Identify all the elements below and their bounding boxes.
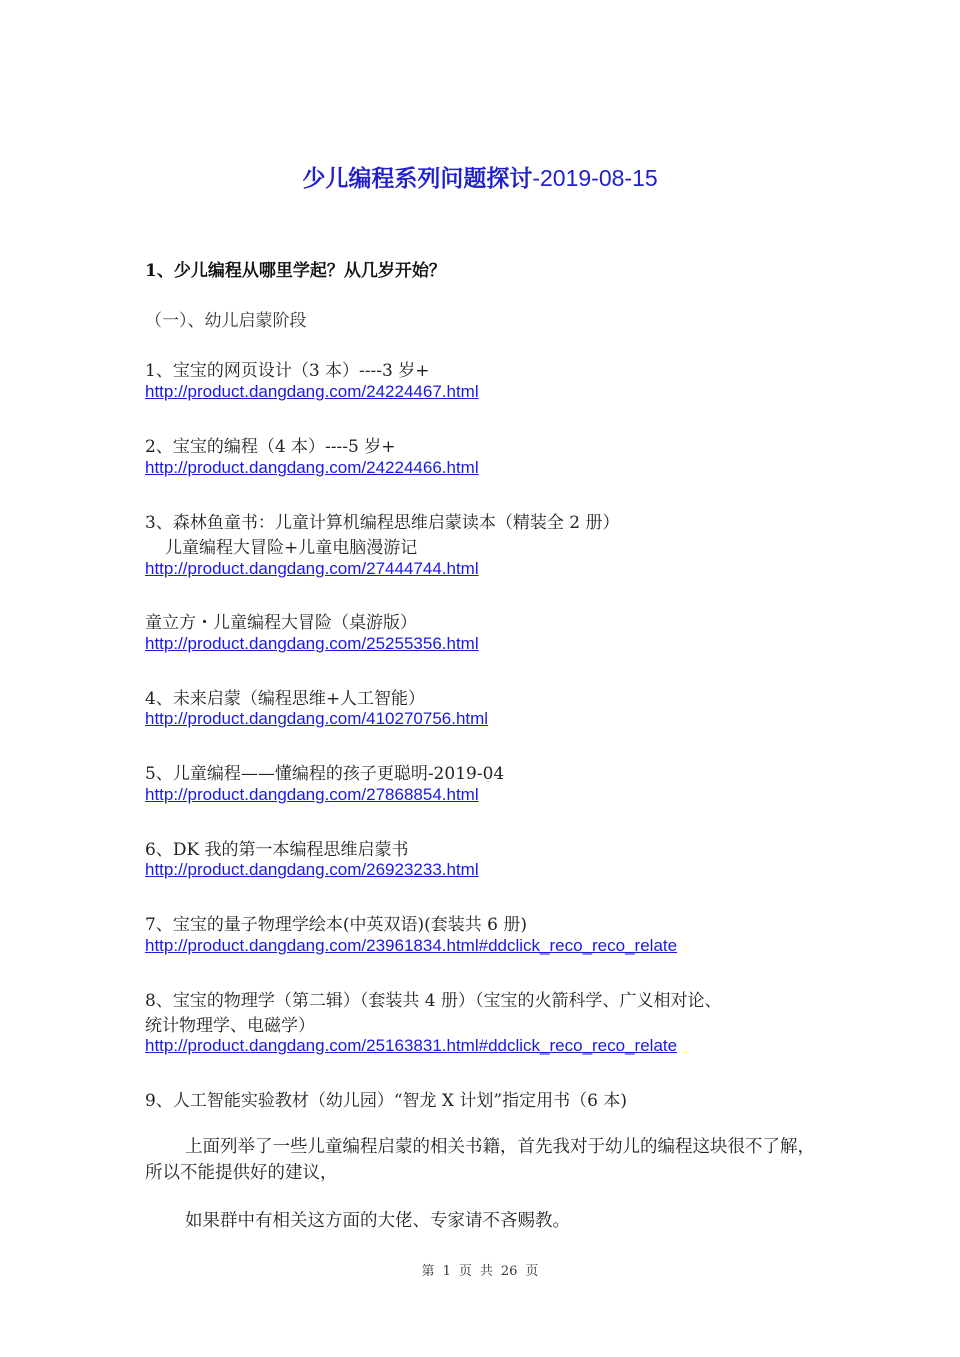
- page-footer: [0, 1260, 960, 1279]
- document-title: [0, 160, 960, 193]
- paragraph-2: 如果群中有相关这方面的大佬、专家请不吝赐教。: [185, 1211, 570, 1231]
- section-heading: （一）、幼儿启蒙阶段: [145, 311, 307, 331]
- footer-prefix: 第: [421, 1264, 435, 1279]
- title-date: -2019-08-15: [532, 165, 658, 191]
- title-text: 少儿编程系列问题探讨: [302, 165, 533, 192]
- entry-4-link[interactable]: http://product.dangdang.com/25255356.html: [145, 634, 479, 653]
- entry-3-subtitle: 儿童编程大冒险+儿童电脑漫游记: [165, 538, 418, 558]
- entry-8-title: 7、宝宝的量子物理学绘本(中英双语)(套装共 6 册): [145, 915, 527, 935]
- entry-5-title: 4、未来启蒙（编程思维+人工智能）: [145, 689, 426, 709]
- footer-total-word: 共: [479, 1264, 493, 1279]
- footer-suffix: 页: [525, 1264, 539, 1279]
- entry-6-title: 5、儿童编程——懂编程的孩子更聪明-2019-04: [145, 764, 505, 784]
- footer-total-pages: 26: [500, 1264, 518, 1279]
- paragraph-1: 上面列举了一些儿童编程启蒙的相关书籍，首先我对于幼儿的编程这块很不了解，所以不能提供好的建议，: [145, 1137, 815, 1183]
- entry-3-title: 3、森林鱼童书：儿童计算机编程思维启蒙读本（精装全 2 册）: [145, 513, 620, 533]
- entry-7-link[interactable]: http://product.dangdang.com/26923233.html: [145, 860, 479, 879]
- entry-9-title: 8、宝宝的物理学（第二辑）（套装共 4 册）（宝宝的火箭科学、广义相对论、: [145, 991, 722, 1011]
- entry-4-title: 童立方・儿童编程大冒险（桌游版）: [145, 613, 417, 633]
- entry-6-link[interactable]: http://product.dangdang.com/27868854.html: [145, 785, 479, 804]
- entry-3-link[interactable]: http://product.dangdang.com/27444744.html: [145, 559, 479, 578]
- entry-1-title: 1、宝宝的网页设计（3 本）----3 岁+: [145, 361, 430, 381]
- entry-1-link[interactable]: http://product.dangdang.com/24224467.html: [145, 382, 479, 401]
- entry-8-link[interactable]: http://product.dangdang.com/23961834.html#ddclick_reco_reco_relate: [145, 936, 678, 955]
- question-heading: 1、少儿编程从哪里学起？从几岁开始？: [145, 261, 446, 281]
- entry-9-subtitle: 统计物理学、电磁学）: [145, 1016, 315, 1036]
- entry-10-title: 9、人工智能实验教材（幼儿园）“智龙 X 计划”指定用书（6 本): [145, 1091, 627, 1111]
- entry-7-title: 6、DK 我的第一本编程思维启蒙书: [145, 840, 409, 860]
- entry-9-link[interactable]: http://product.dangdang.com/25163831.html#ddclick_reco_reco_relate: [145, 1036, 678, 1055]
- entry-2-title: 2、宝宝的编程（4 本）----5 岁+: [145, 437, 396, 457]
- footer-page-word: 页: [458, 1264, 472, 1279]
- entry-5-link[interactable]: http://product.dangdang.com/410270756.html: [145, 709, 489, 728]
- entry-2-link[interactable]: http://product.dangdang.com/24224466.html: [145, 458, 479, 477]
- footer-page-number: 1: [442, 1264, 451, 1279]
